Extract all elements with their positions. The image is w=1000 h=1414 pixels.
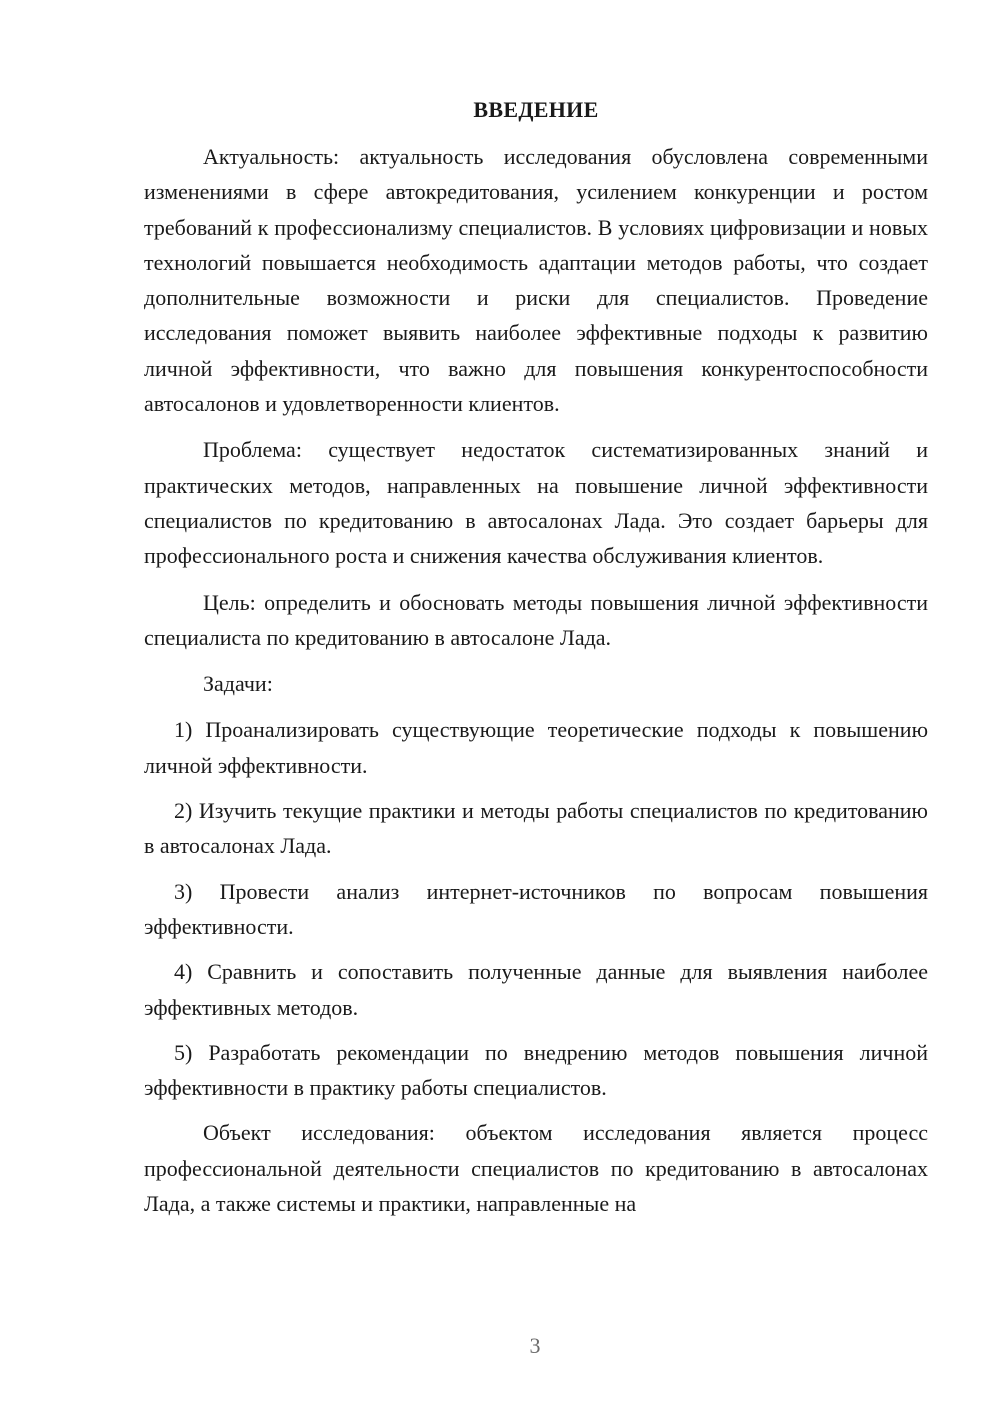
task-item-1: 1) Проанализировать существующие теоретические подходы к повышению личной эффективности. [144,717,928,778]
paragraph-goal: Цель: определить и обосновать методы повышения личной эффективности специалиста по кредитованию в автосалоне Лада. [144,589,928,650]
section-title: ВВЕДЕНИЕ [473,97,599,122]
paragraph-relevance: Актуальность: актуальность исследования обусловлена современными изменениями в сфере автокредитования, усилением конкуренции и ростом требований к профессионализму специалистов. В условиях цифровизации и новых технологий повышается необходимость адаптации методов работы, что создает дополнительные возможности и риски для специалистов. Проведение исследования поможет выявить наиболее эффективные подходы к развитию личной эффективности, что важно для повышения конкурентоспособности автосалонов и удовлетворенности клиентов. [144,144,928,417]
task-item-4: 4) Сравнить и сопоставить полученные данные для выявления наиболее эффективных методов. [144,959,928,1020]
tasks-heading: Задачи: [203,671,273,697]
task-item-3: 3) Провести анализ интернет-источников по вопросам повышения эффективности. [144,878,928,939]
task-item-2: 2) Изучить текущие практики и методы работы специалистов по кредитованию в автосалонах Лада. [144,798,928,859]
document-page [144,94,928,1232]
paragraph-problem: Проблема: существует недостаток систематизированных знаний и практических методов, направленных на повышение личной эффективности специалистов по кредитованию в автосалонах Лада. Это создает барьеры для профессионального роста и снижения качества обслуживания клиентов. [144,437,928,569]
task-item-5: 5) Разработать рекомендации по внедрению методов повышения личной эффективности в практику работы специалистов. [144,1039,928,1101]
page-number: 3 [529,1333,541,1358]
paragraph-object: Объект исследования: объектом исследования является процесс профессиональной деятельности специалистов по кредитованию в автосалонах Лада, а также системы и практики, направленные на [144,1120,928,1217]
